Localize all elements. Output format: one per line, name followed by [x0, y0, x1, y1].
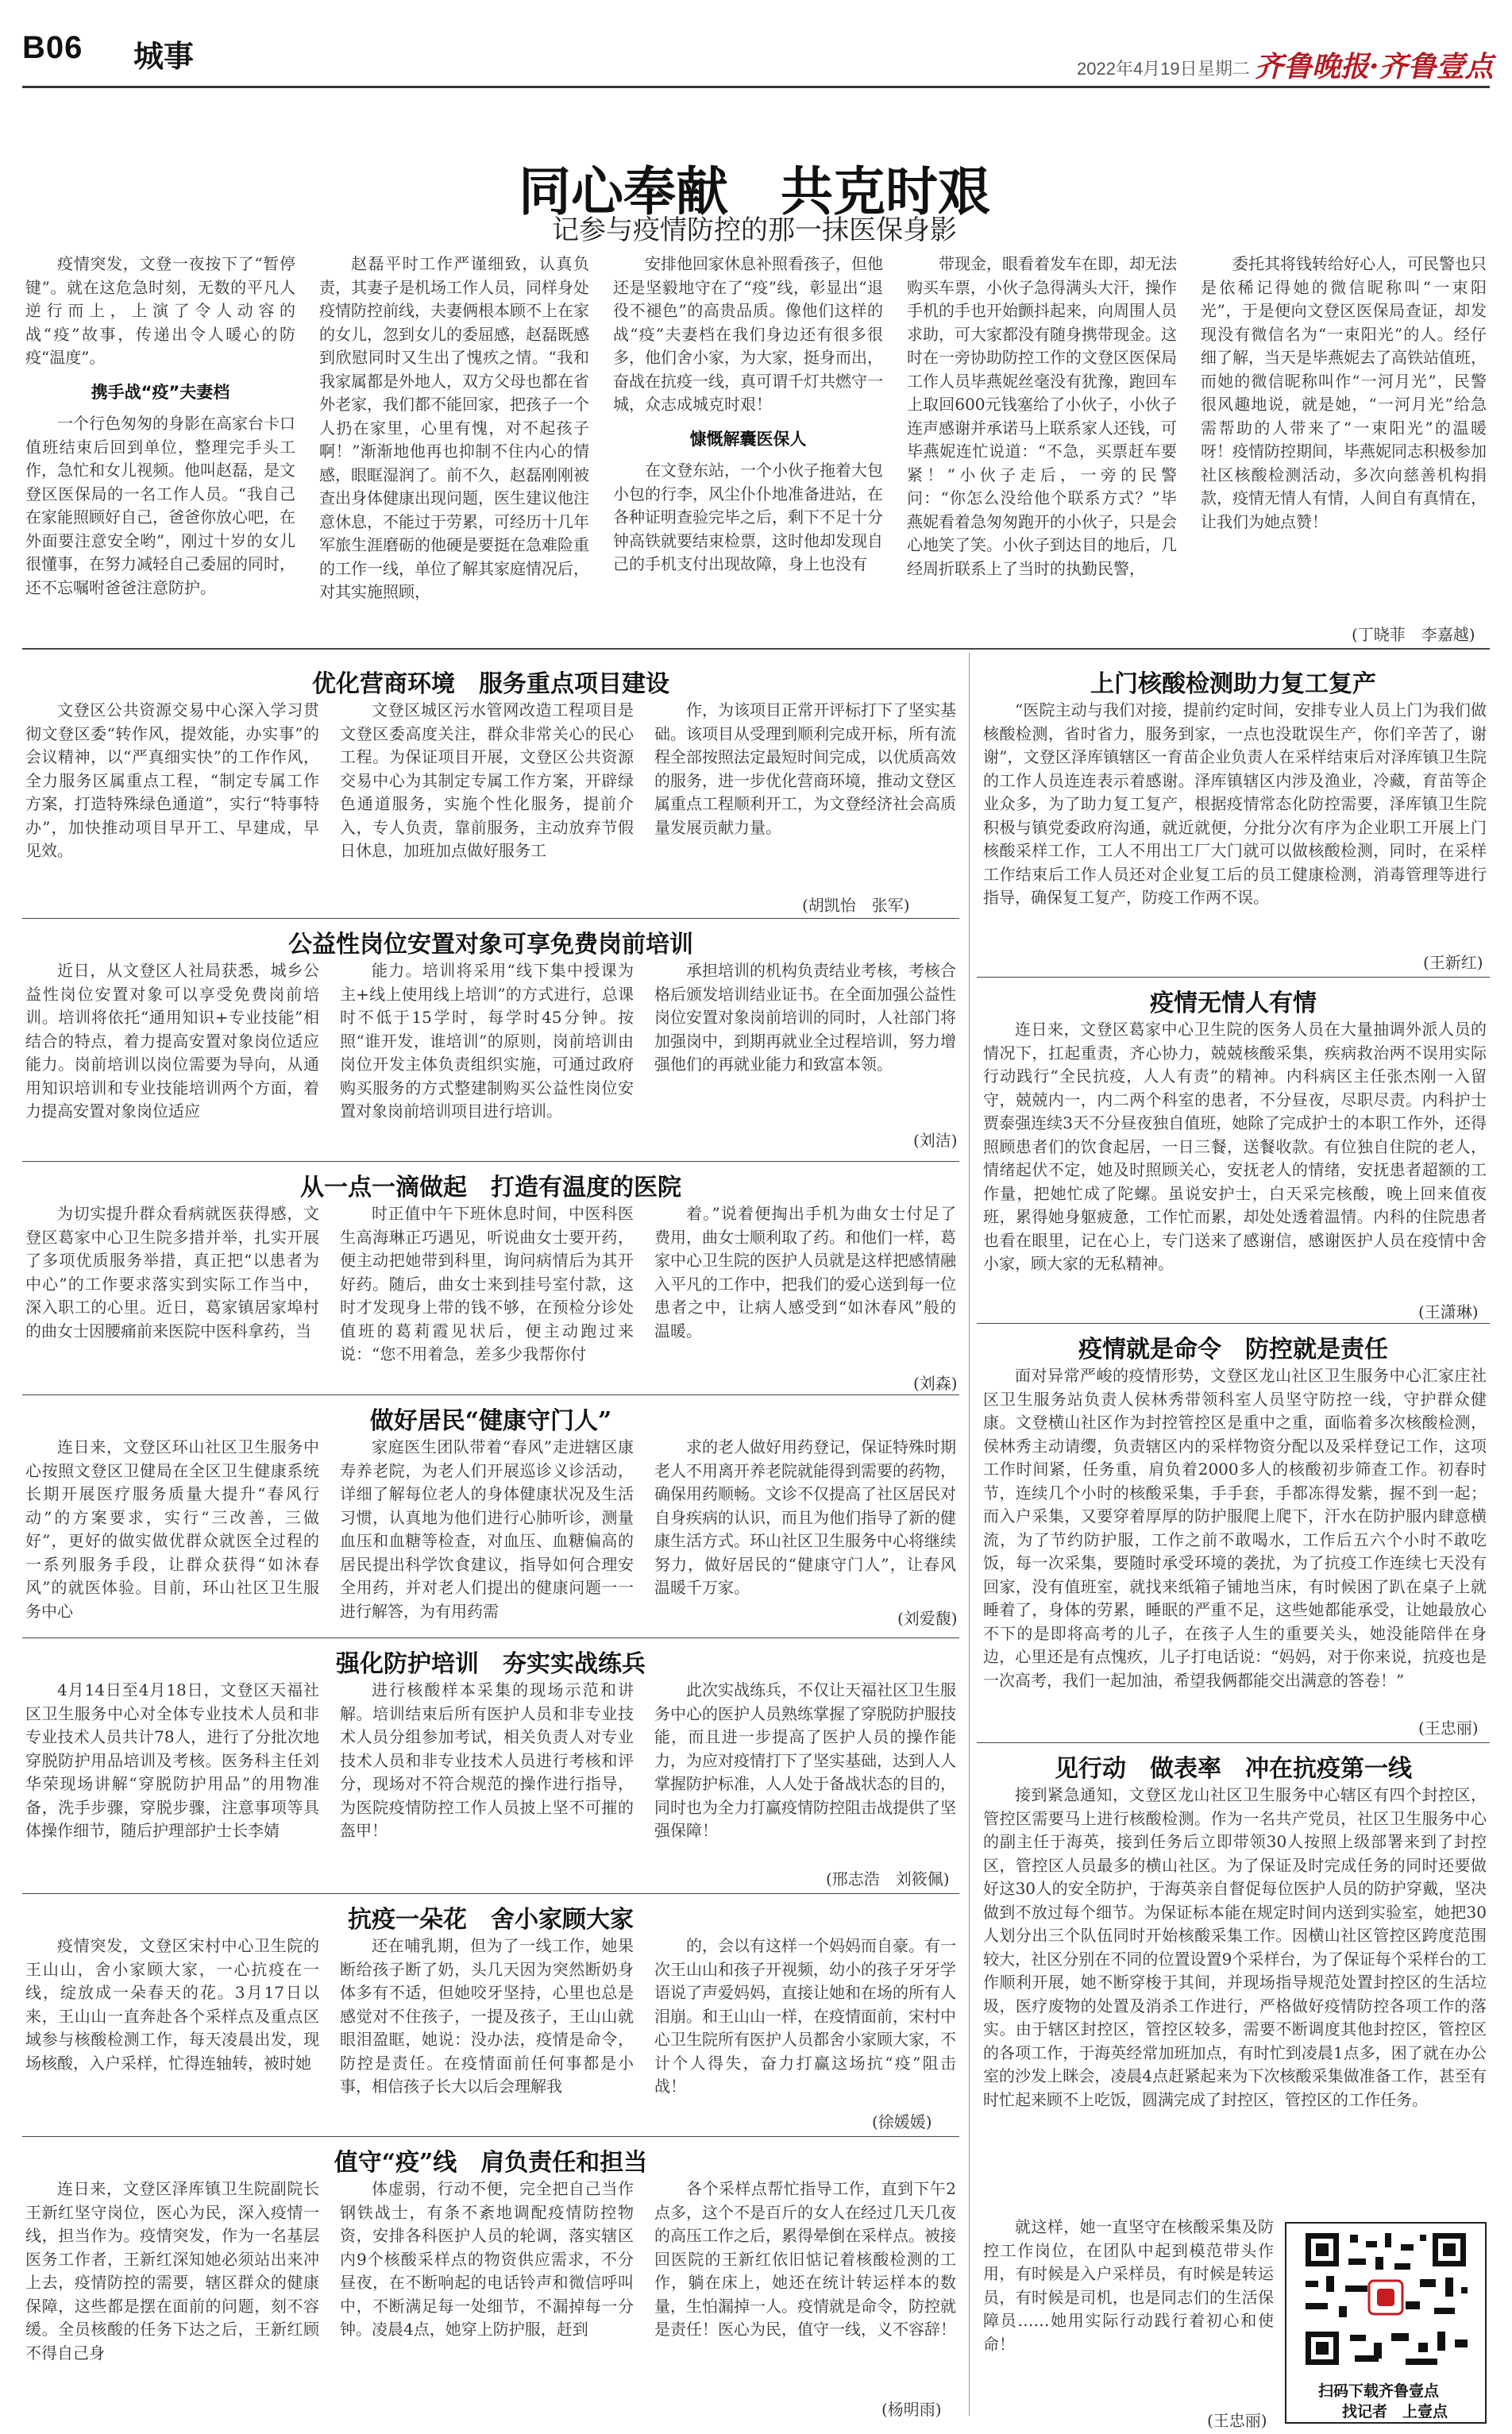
page-header — [0, 0, 1512, 83]
byline: (刘森) — [913, 1374, 958, 1393]
column-divider — [969, 653, 970, 2416]
issue-weekday: 星期二 — [1198, 60, 1251, 79]
article-column — [654, 1934, 956, 2109]
divider — [977, 1742, 1490, 1743]
paragraph: 在文登东站，一个小伙子拖着大包小包的行李，风尘仆仆地准备进站，在各种证明查验完毕之后，剩下不足十分钟高铁就要结束检票，这时他却发现自己的手机支付出现故障，身上也没有 — [613, 461, 883, 573]
article-title: 公益性岗位安置对象可享免费岗前培训 — [288, 931, 693, 959]
paragraph: 4月14日至4月18日，文登区天福社区卫生服务中心对全体专业技术人员和非专业技术人员共计78人，进行了分批次地穿脱防护用品培训及考核。医务科主任刘华荣现场讲解“穿脱防护用品”的用物准备，洗手步骤，穿脱步骤，注意事项等具体操作细节，随后护理部护士长李婧 — [25, 1680, 319, 1840]
article-subtitle: 记参与疫情防控的那一抹医保身影 — [552, 214, 957, 246]
article-column — [340, 1934, 634, 2131]
byline: (丁晓菲 李嘉越) — [1352, 625, 1475, 644]
paragraph: 带现金，眼看着发车在即，却无法购买车票，小伙子急得满头大汗，操作手机的手也开始颤抖起来，向周围人员求助，可大家都没有随身携带现金。这时在一旁协助防控工作的文登区医保局工作人员毕燕妮丝毫没有犹豫，跑回车上取回600元钱塞给了小伙子，小伙子连声感谢并承诺马上联系家人还钱，可毕燕妮连忙说道：“不急，买票赶车要紧！”小伙子走后，一旁的民警问：“你怎么没给他个联系方式？”毕燕妮看着急匆匆跑开的小伙子，只是会心地笑了笑。小伙子到达目的地后，几经周折联系上了当时的执勤民警， — [907, 254, 1177, 578]
section-heading: 慷慨解囊医保人 — [689, 429, 807, 449]
article-column — [654, 1202, 956, 1369]
article-column — [654, 1436, 956, 1607]
article-title: 疫情无情人有情 — [1150, 989, 1317, 1017]
section-name: 城事 — [133, 39, 195, 74]
article-title: 从一点一滴做起 打造有温度的医院 — [300, 1174, 681, 1202]
paragraph: 连日来，文登区泽库镇卫生院副院长王新红坚守岗位，医心为民，深入疫情一线，担当作为。疫情突发，作为一名基层医务工作者，王新红深知她必须站出来冲上去，疫情防控的需要，辖区群众的健康保障，这些都是摆在面前的问题，刻不容缓。全员核酸的任务下达之后，王新红顾不得自己身 — [25, 2179, 319, 2363]
divider — [22, 918, 959, 919]
article-column — [340, 699, 634, 912]
byline: (王新红) — [1423, 953, 1483, 972]
article-column — [319, 253, 589, 634]
header-rule — [22, 86, 1490, 88]
byline: (徐媛媛) — [872, 2112, 932, 2131]
paragraph: 能力。培训将采用“线下集中授课为主+线上使用线上培训”的方式进行，总课时不低于15学时，每学时45分钟。按照“谁开发，谁培训”的原则，岗前培训由岗位开发主体负责组织实施，可通过政府购买服务的方式整建制购买公益性岗位安置对象岗前培训项目进行培训。 — [340, 961, 634, 1121]
byline: (邢志浩 刘筱佩) — [826, 1869, 950, 1888]
divider — [977, 1323, 1490, 1324]
paragraph: 就这样，她一直坚守在核酸采集及防控工作岗位，在团队中起到模范带头作用，有时候是入户采样员，有时候是转运员，有时候是司机，也是同志们的生活保障员……她用实际行动践行着初心和使命！ — [983, 2217, 1274, 2354]
article-column — [25, 1436, 319, 1631]
paragraph: 家庭医生团队带着“春风”走进辖区康寿养老院，为老人们开展巡诊义诊活动，详细了解每位老人的身体健康状况及生活习惯，认真地为他们进行心肺听诊，测量血压和血糖等检查，对血压、血糖偏高的居民提出科学饮食建议，指导如何合理安全用药，并对老人们提出的健康问题一一进行解答，为有用药需 — [340, 1437, 634, 1621]
divider — [22, 1161, 959, 1162]
paragraph: 还在哺乳期，但为了一线工作，她果断给孩子断了奶，头几天因为突然断奶身体多有不适，但她咬牙坚持，心里也总是感觉对不住孩子，一提及孩子，王山山就眼泪盈眶，她说：没办法，疫情是命令，防控是责任。在疫情面前任何事都是小事，相信孩子长大以后会理解我 — [340, 1936, 634, 2096]
paragraph: 疫情突发，文登区宋村中心卫生院的王山山，舍小家顾大家，一心抗疫在一线，绽放成一朵春天的花。3月17日以来，王山山一直奔赴各个采样点及重点区域参与核酸检测工作，每天凌晨出发，现场核酸，入户采样，忙得连轴转，被时她 — [25, 1936, 319, 2073]
byline: (王忠丽) — [1418, 1718, 1479, 1738]
article-title: 值守“疫”线 肩负责任和担当 — [334, 2149, 648, 2177]
article-column — [983, 1364, 1487, 1720]
article-column — [340, 1202, 634, 1393]
byline: (胡凯怡 张军) — [802, 896, 910, 915]
paragraph: 安排他回家休息补照看孩子，但他还是坚毅地守在了“疫”线，彰显出“退役不褪色”的高贵品质。像他们这样的战“疫”夫妻档在我们身边还有很多很多，他们舍小家，为大家，挺身而出，奋战在抗疫一线，真可谓千灯共燃守一城，众志成城克时艰！ — [613, 254, 883, 414]
article-column — [983, 699, 1487, 953]
article-column — [340, 959, 634, 1155]
paragraph: 赵磊平时工作严谨细致，认真负责，其妻子是机场工作人员，同样身处疫情防控前线，夫妻俩根本顾不上在家的女儿，忽到女儿的委屈感，赵磊既感到欣慰同时又生出了愧疚之情。“我和我家属都是外地人，双方父母也都在省外老家，我们都不能回家，把孩子一个人扔在家里，心里有愧，对不起孩子啊！”渐渐地他再也抑制不住内心的情感，眼眶湿润了。前不久，赵磊刚刚被查出身体健康出现问题，医生建议他注意休息，不能过于劳累，可经历十几年军旅生涯磨砺的他硬是要挺在急难险重的工作一线，单位了解其家庭情况后，对其实施照顾， — [319, 254, 589, 601]
divider — [22, 648, 1490, 650]
qr-caption: 找记者 上壹点 — [1342, 2403, 1448, 2420]
article-column — [654, 1679, 956, 1863]
article-column — [613, 253, 883, 634]
article-title: 抗疫一朵花 舍小家顾大家 — [348, 1906, 634, 1934]
article-column — [907, 253, 1177, 634]
paragraph: 面对异常严峻的疫情形势，文登区龙山社区卫生服务中心汇家庄社区卫生服务站负责人侯林秀带领科室人员坚守防控一线，守护群众健康。文登横山社区作为封控管控区是重中之重，面临着多次核酸检测，侯林秀主动请缨，负责辖区内的采样物资分配以及采样登记工作，这项工作时间紧，任务重，肩负着2000多人的核酸初步筛查工作。初春时节，连续几个小时的核酸采集，手手套，手都冻得发紫，握不到一起；而入户采集，又要穿着厚厚的防护服爬上爬下，汗水在防护服内肆意横流，为了节约防护服，工作之前不敢喝水，工作后五六个小时不敢吃饭，每一次采集，要随时承受环境的袭扰，为了抗疫工作连续七天没有回家，没有值班室，就找来纸箱子铺地当床，有时候困了趴在桌子上就睡着了，身体的劳累，睡眠的严重不足，这些她都能承受，让她最放心不下的是即将高考的儿子，在孩子人生的重要关头，她没能陪伴在身边，心里还是有点愧疚，儿子打电话说：“妈妈，对于你来说，抗疫也是一次高考，我们一起加油，希望我俩都能交出满意的答卷！” — [983, 1366, 1487, 1690]
paragraph: 作，为该项目正常开评标打下了坚实基础。该项目从受理到顺利完成开标，所有流程全部按照法定最短时间完成，以优质高效的服务，进一步优化营商环境，推动文登区属重点工程顺利开工，为文登经济社会高质量发展贡献力量。 — [654, 700, 956, 837]
paragraph: 为切实提升群众看病就医获得感，文登区葛家中心卫生院多措并举，扎实开展了多项优质服务举措，真正把“以患者为中心”的工作要求落实到实际工作当中，深入职工的心里。近日，葛家镇居家埠村的曲女士因腰痛前来医院中医科拿药，当 — [25, 1204, 319, 1340]
article-column — [654, 959, 956, 1126]
divider — [22, 1637, 959, 1638]
article-title: 见行动 做表率 冲在抗疫第一线 — [1055, 1755, 1412, 1783]
paragraph: 委托其将钱转给好心人，可民警也只是依稀记得她的微信昵称叫“一束阳光”，于是便向文登区医保局查证，却发现没有微信名为“一束阳光”的人。经仔细了解，当天是毕燕妮去了高铁站值班，而她的微信昵称叫作“一河月光”，民警很风趣地说，就是她，“一河月光”给急需帮助的人带来了“一束阳光”的温暖呀！疫情防控期间，毕燕妮同志积极参加社区核酸检测活动，多次向慈善机构捐款，疫情无情人有情，人间自有真情在，让我们为她点赞！ — [1201, 254, 1487, 531]
paragraph: 的，会以有这样一个妈妈而自豪。有一次王山山和孩子开视频，幼小的孩子牙牙学语说了声爱妈妈，直接让她和在场的所有人泪崩。和王山山一样，在疫情面前，宋村中心卫生院所有医护人员都舍小家顾大家，不计个人得失，奋力打赢这场抗“疫”阻击战！ — [654, 1936, 956, 2096]
article-column — [983, 1784, 1487, 2212]
paragraph: 进行核酸样本采集的现场示范和讲解。培训结束后所有医护人员和非专业技术人员分组参加考试，相关负责人对专业技术人员和非专业技术人员进行考核和评分，现场对不符合规范的操作进行指导，为医院疫情防控工作人员披上坚不可摧的盔甲！ — [340, 1680, 634, 1840]
article-column — [25, 1679, 319, 1887]
newspaper-logo: 齐鲁晚报·齐鲁壹点 — [1255, 50, 1494, 83]
page-code: B06 — [22, 30, 83, 65]
byline: (杨明雨) — [881, 2400, 942, 2419]
qr-caption: 扫码下载齐鲁壹点 — [1318, 2382, 1440, 2400]
article-column — [983, 2216, 1274, 2406]
issue-date: 2022年4月19日 — [1077, 59, 1198, 79]
article-column — [25, 699, 319, 912]
article-column — [25, 1202, 319, 1393]
paragraph: “医院主动与我们对接，提前约定时间，安排专业人员上门为我们做核酸检测，省时省力，服务到家，一点也没耽误生产，你们辛苦了，谢谢”，文登区泽库镇辖区一育苗企业负责人在采样结束后对泽库镇卫生院的工作人员连连表示着感谢。泽库镇辖区内涉及渔业，冷藏，育苗等企业众多，为了助力复工复产，根据疫情常态化防控需要，泽库镇卫生院积极与镇党委政府沟通，就近就便，分批分次有序为企业职工开展上门核酸采样工作，工人不用出工厂大门就可以做核酸检测，同时，在采样工作结束后工作人员还对企业复工后的员工健康检测，消毒管理等进行指导，确保复工复产，防疫工作两不误。 — [983, 700, 1487, 907]
article-column — [25, 2177, 319, 2416]
paragraph: 着。”说着便掏出手机为曲女士付足了费用，曲女士顺利取了药。和他们一样，葛家中心卫生院的医护人员就是这样把感情融入平凡的工作中，把我们的爱心送到每一位患者之中，让病人感受到“如沐春风”般的温暖。 — [654, 1204, 956, 1340]
paragraph: 时正值中午下班休息时间，中医科医生高海琳正巧遇见，听说曲女士要开药，便主动把她带到科里，询问病情后为其开好药。随后，曲女士来到挂号室付款，这时才发现身上带的钱不够，在预检分诊处值班的葛莉霞见状后，便主动跑过来说：“您不用着急，差多少我帮你付 — [340, 1204, 634, 1364]
paragraph: 连日来，文登区葛家中心卫生院的医务人员在大量抽调外派人员的情况下，扛起重责，齐心协力，兢兢核酸采集，疾病救治两不误用实际行动践行“全民抗疫，人人有责”的精神。内科病区主任张杰刚一入留守，兢兢内一，内二两个科室的患者，不分昼夜，尽职尽责。内科护士贾泰强连续3天不分昼夜独自值班，她除了完成护士的本职工作外，还得照顾患者们的饮食起居，一日三餐，送餐收款。有位独自住院的老人，情绪起伏不定，她及时照顾关心，安抚老人的情绪，安抚患者超额的工作量，把她忙成了陀螺。虽说安护士，白天采完核酸，晚上回来值夜班，累得她身躯疲惫，工作忙而累，却处处透着温情。内科的住院患者也看在眼里，记在心上，专门送来了感谢信，感谢医护人员在疫情中舍小家，顾大家的无私精神。 — [983, 1020, 1487, 1273]
paragraph: 连日来，文登区环山社区卫生服务中心按照文登区卫健局在全区卫生健康系统长期开展医疗服务质量大提升“春风行动”的方案要求，实行“三改善，三做好”，更好的做实做优群众就医全过程的一系列服务手段，让群众获得“如沐春风”的就医体验。目前，环山社区卫生服务中心 — [25, 1437, 319, 1621]
divider — [22, 1394, 959, 1395]
byline: (刘洁) — [913, 1131, 958, 1150]
article-column — [25, 1934, 319, 2131]
article-column — [654, 699, 956, 885]
article-column — [25, 253, 295, 634]
byline: (刘爱馥) — [897, 1609, 958, 1628]
article-column — [983, 1018, 1487, 1302]
divider — [22, 2136, 959, 2137]
divider — [22, 1893, 959, 1894]
paragraph: 求的老人做好用药登记，保证特殊时期老人不用离开养老院就能得到需要的药物，确保用药顺畅。文诊不仅提高了社区居民对自身疾病的认识，而且为他们指导了新的健康生活方式。环山社区卫生服务中心将继续努力，做好居民的“健康守门人”，让春风温暖千万家。 — [654, 1437, 956, 1597]
divider — [977, 977, 1490, 978]
paragraph: 体虚弱，行动不便，完全把自己当作钢铁战士，有条不紊地调配疫情防控物资，安排各科医护人员的轮调，落实辖区内9个核酸采样点的物资供应需求，不分昼夜，在不断响起的电话铃声和微信呼叫中，不断满足每一处细节，不漏掉每一分钟。凌晨4点，她穿上防护服，赶到 — [340, 2179, 634, 2339]
paragraph: 近日，从文登区人社局获悉，城乡公益性岗位安置对象可以享受免费岗前培训。培训将依托“通用知识+专业技能”相结合的特点，着力提高安置对象岗位适应能力。岗前培训以岗位需要为导向，从通用知识培训和专业技能培训两个方面，着力提高安置对象岗位适应 — [25, 961, 319, 1121]
article-title: 同心奉献 共克时艰 — [519, 160, 990, 222]
paragraph: 文登区公共资源交易中心深入学习贯彻文登区委“转作风，提效能，办实事”的会议精神，以“严真细实快”的工作作风，全力服务区属重点工程，“制定专属工作方案，打造特殊绿色通道”，实行“特事特办”，加快推动项目早开工、早建成，早见效。 — [25, 700, 319, 860]
article-title: 强化防护培训 夯实实战练兵 — [336, 1650, 646, 1678]
paragraph: 承担培训的机构负责结业考核，考核合格后颁发培训结业证书。在全面加强公益性岗位安置对象岗前培训的同时，人社部门将加强岗中，到期再就业全过程培训，努力增强他们的再就业能力和致富本领。 — [654, 961, 956, 1074]
paragraph: 文登区城区污水管网改造工程项目是文登区委高度关注，群众非常关心的民心工程。为保证项目开展，文登区公共资源交易中心为其制定专属工作方案，开辟绿色通道服务，实施个性化服务，提前介入，专人负责，靠前服务，主动放弃节假日休息，加班加点做好服务工 — [340, 700, 634, 860]
byline: (王潇琳) — [1418, 1302, 1479, 1321]
paragraph: 各个采样点帮忙指导工作，直到下午2点多，这个不是百斤的女人在经过几天几夜的高压工作之后，累得晕倒在采样点。被接回医院的王新红依旧惦记着核酸检测的工作，躺在床上，她还在统计转运样本的数量，生怕漏掉一人。疫情就是命令，防控就是责任！医心为民，值守一线，义不容辞！ — [654, 2179, 956, 2339]
article-title: 疫情就是命令 防控就是责任 — [1078, 1336, 1388, 1364]
paragraph: 疫情突发，文登一夜按下了“暂停键”。就在这危急时刻，无数的平凡人逆行而上，上演了令人动容的战“疫”故事，传递出令人暖心的防疫“温度”。 — [25, 254, 295, 367]
article-column — [340, 1679, 634, 1887]
article-title: 优化营商环境 服务重点项目建设 — [312, 670, 669, 698]
qr-code-icon — [1286, 2224, 1485, 2374]
article-column — [1201, 253, 1487, 626]
byline: (王忠丽) — [1207, 2411, 1267, 2430]
article-column — [340, 1436, 634, 1631]
article-title: 做好居民“健康守门人” — [369, 1407, 612, 1435]
paragraph: 此次实战练兵，不仅让天福社区卫生服务中心的医护人员熟练掌握了穿脱防护服技能，而且进一步提高了医护人员的操作能力，为应对疫情打下了坚实基础，达到人人掌握防护标准，人人处于备战状态的目的，同时也为全力打赢疫情防控阻击战提供了坚强保障！ — [654, 1680, 956, 1840]
article-column — [25, 959, 319, 1155]
paragraph: 接到紧急通知，文登区龙山社区卫生服务中心辖区有四个封控区，管控区需要马上进行核酸检测。作为一名共产党员，社区卫生服务中心的副主任于海英，接到任务后立即带领30人按照上级部署来到了封控区，管控区人员最多的横山社区。为了保证及时完成任务的同时还要做好这30人的安全防护，于海英亲自督促每位医护人员的防护穿戴，坚决做到不放过每个细节。为保证标本能在规定时间内送到实验室，她把30人划分出三个队伍同时开始核酸采集工作。因横山社区管控区跨度范围较大，社区分别在不同的位置设置9个采样台，为了保证每个采样台的工作顺利开展，她不断穿梭于其间，并现场指导规范处置封控区的生活垃圾，医疗废物的处置及消杀工作进行，严格做好疫情防控各项工作的落实。由于辖区封控区，管控区较多，需要不断调度其他封控区，管控区的各项工作，于海英经常加班加点，有时忙到凌晨1点多，困了就在办公室的沙发上眯会，凌晨4点赶紧起来为下次核酸采集做准备工作，甚至有时忙起来顾不上吃饭，圆满完成了封控区，管控区的工作任务。 — [983, 1785, 1487, 2109]
paragraph: 一个行色匆匆的身影在高家台卡口值班结束后回到单位，整理完手头工作，急忙和女儿视频。他叫赵磊，是文登区医保局的一名工作人员。“我自己在家能照顾好自己，爸爸你放心吧，在外面要注意安全哟”，刚过十岁的女儿很懂事，在努力减轻自己委屈的同时，还不忘嘱咐爸爸注意防护。 — [25, 414, 295, 597]
article-title: 上门核酸检测助力复工复产 — [1090, 670, 1376, 698]
section-heading: 携手战“疫”夫妻档 — [91, 382, 230, 402]
article-column — [340, 2177, 634, 2416]
article-column — [654, 2177, 956, 2395]
